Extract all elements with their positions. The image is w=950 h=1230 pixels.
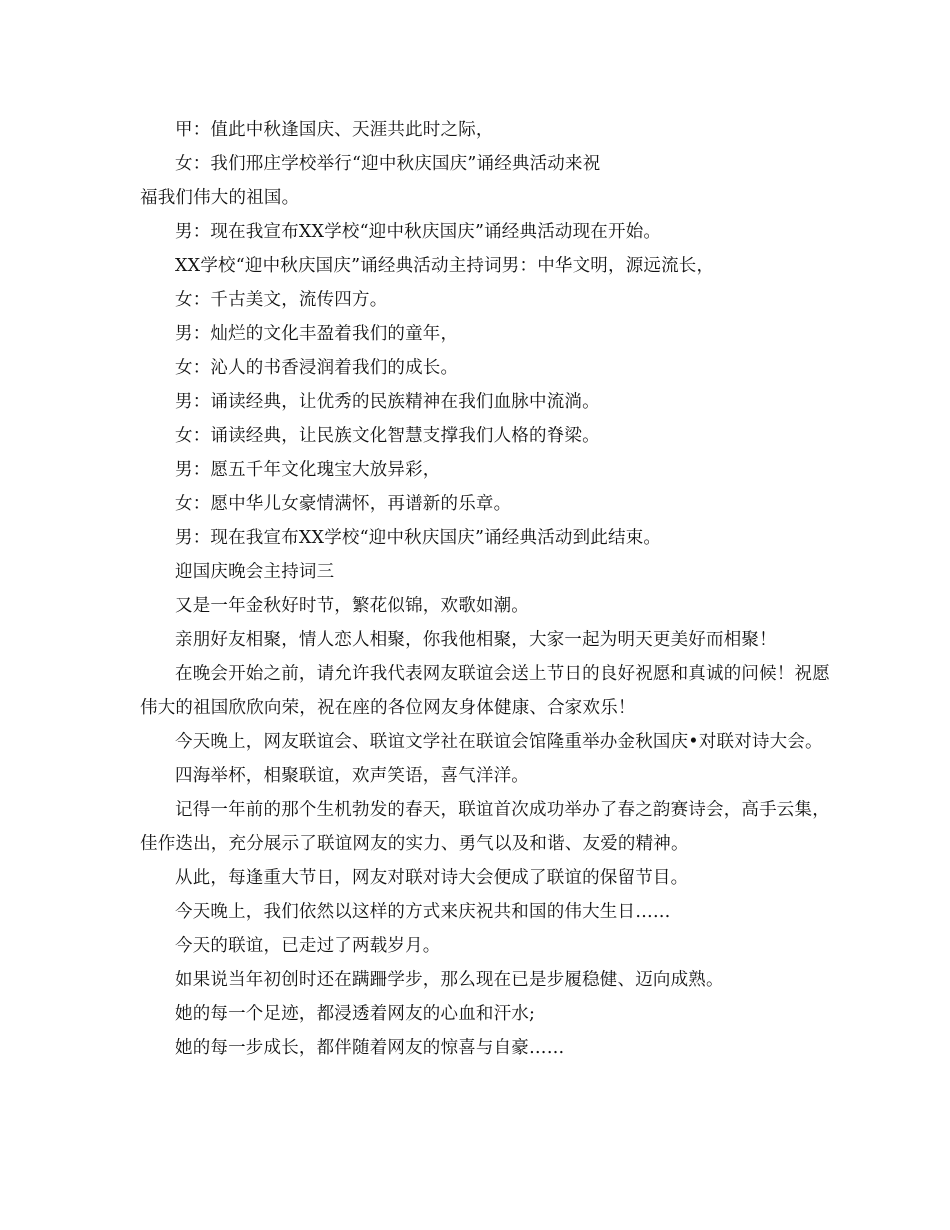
- document-body: [140, 113, 830, 1065]
- paragraph: 福我们伟大的祖国。: [140, 188, 300, 208]
- paragraph: 甲：值此中秋逢国庆、天涯共此时之际，: [175, 120, 494, 140]
- paragraph: 记得一年前的那个生机勃发的春天，联谊首次成功举办了春之韵赛诗会，高手云集，佳作迭出，充分展示了联谊网友的实力、勇气以及和谐、友爱的精神。: [140, 800, 830, 854]
- paragraph: 四海举杯，相聚联谊，欢声笑语，喜气洋洋。: [175, 766, 529, 786]
- paragraph: 今天晚上，我们依然以这样的方式来庆祝共和国的伟大生日……: [175, 902, 671, 922]
- paragraph: 她的每一个足迹，都浸透着网友的心血和汗水;: [175, 1004, 536, 1024]
- paragraph: 今天晚上，网友联谊会、联谊文学社在联谊会馆隆重举办金秋国庆•对联对诗大会。: [175, 732, 823, 752]
- paragraph: XX学校“迎中秋庆国庆”诵经典活动主持词男：中华文明，源远流长，: [175, 256, 715, 276]
- paragraph: 女：千古美文，流传四方。: [175, 290, 388, 310]
- paragraph: 男：愿五千年文化瑰宝大放异彩，: [175, 460, 441, 480]
- paragraph: 女：我们邢庄学校举行“迎中秋庆国庆”诵经典活动来祝: [175, 154, 601, 174]
- paragraph: 她的每一步成长，都伴随着网友的惊喜与自豪……: [175, 1038, 565, 1058]
- paragraph: 女：沁人的书香浸润着我们的成长。: [175, 358, 459, 378]
- paragraph: 女：愿中华儿女豪情满怀，再谱新的乐章。: [175, 494, 512, 514]
- section-heading: 迎国庆晚会主持词三: [175, 562, 335, 582]
- paragraph: 男：灿烂的文化丰盈着我们的童年，: [175, 324, 459, 344]
- paragraph: 男：诵读经典，让优秀的民族精神在我们血脉中流淌。: [175, 392, 600, 412]
- paragraph: 亲朋好友相聚，情人恋人相聚，你我他相聚，大家一起为明天更美好而相聚！: [175, 630, 777, 650]
- paragraph: 男：现在我宣布XX学校“迎中秋庆国庆”诵经典活动现在开始。: [175, 222, 662, 242]
- paragraph: 今天的联谊，已走过了两载岁月。: [175, 936, 441, 956]
- paragraph: 男：现在我宣布XX学校“迎中秋庆国庆”诵经典活动到此结束。: [175, 528, 662, 548]
- paragraph: 女：诵读经典，让民族文化智慧支撑我们人格的脊梁。: [175, 426, 600, 446]
- paragraph: 在晚会开始之前，请允许我代表网友联谊会送上节日的良好祝愿和真诚的问候！祝愿伟大的祖国欣欣向荣，祝在座的各位网友身体健康、合家欢乐！: [140, 664, 830, 718]
- paragraph: 如果说当年初创时还在蹒跚学步，那么现在已是步履稳健、迈向成熟。: [175, 970, 724, 990]
- paragraph: 又是一年金秋好时节，繁花似锦，欢歌如潮。: [175, 596, 529, 616]
- paragraph: 从此，每逢重大节日，网友对联对诗大会便成了联谊的保留节目。: [175, 868, 689, 888]
